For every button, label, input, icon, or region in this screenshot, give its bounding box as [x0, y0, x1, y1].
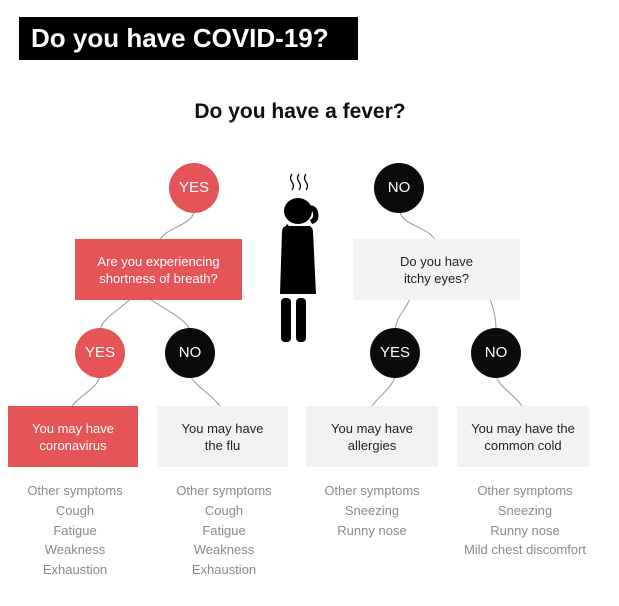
result-line: You may have the	[471, 420, 575, 436]
eyes-question-line: Do you have	[400, 253, 473, 269]
eyes-question-box	[353, 239, 520, 300]
connector-flu	[190, 376, 220, 406]
result-line: coronavirus	[39, 437, 107, 453]
symptom-item: Cough	[204, 503, 244, 518]
connector-breath-no	[150, 299, 190, 330]
result-line: You may have	[32, 420, 114, 436]
symptom-item: Weakness	[193, 542, 255, 557]
symptoms-header: Other symptoms	[477, 483, 573, 498]
eyes-yes-circle: YES	[370, 328, 420, 378]
result-box-flu	[157, 406, 288, 467]
symptoms-common-cold	[450, 483, 600, 560]
breath-question-line: shortness of breath?	[99, 270, 218, 286]
symptom-item: Mild chest discomfort	[463, 542, 587, 557]
page-title: Do you have COVID-19?	[19, 17, 358, 60]
result-line: allergies	[347, 437, 397, 453]
eyes-no-circle: NO	[471, 328, 521, 378]
result-line: You may have	[181, 420, 264, 436]
symptoms-header: Other symptoms	[27, 483, 123, 498]
connector-fever-no	[400, 212, 435, 240]
symptoms-allergies	[297, 483, 447, 540]
breath-no-circle: NO	[165, 328, 215, 378]
feverish-person-icon	[268, 168, 332, 355]
result-box-allergies	[306, 406, 438, 467]
symptom-item: Sneezing	[344, 503, 400, 518]
symptom-item: Runny nose	[337, 522, 407, 538]
result-line: common cold	[484, 437, 562, 453]
breath-yes-circle: YES	[75, 328, 125, 378]
symptom-item: Fatigue	[202, 522, 246, 538]
connector-allergies	[372, 376, 395, 406]
symptom-item: Cough	[55, 503, 95, 518]
fever-question: Do you have a fever?	[194, 100, 406, 123]
symptom-item: Fatigue	[53, 522, 97, 538]
symptom-item: Exhaustion	[191, 561, 257, 577]
eyes-question-line: itchy eyes?	[403, 270, 470, 286]
symptoms-flu	[149, 483, 299, 579]
symptom-item: Weakness	[44, 542, 106, 557]
breath-question-line: Are you experiencing	[97, 253, 220, 269]
connector-breath-yes	[100, 299, 130, 330]
symptoms-header: Other symptoms	[176, 483, 272, 498]
result-line: You may have	[331, 420, 413, 436]
symptoms-coronavirus	[0, 483, 150, 579]
connector-fever-yes	[160, 212, 194, 240]
result-box-coronavirus	[8, 406, 138, 467]
result-line: the flu	[204, 437, 241, 453]
symptom-item: Runny nose	[490, 522, 560, 538]
connector-eyes-no	[490, 299, 496, 330]
connector-cov	[72, 376, 100, 406]
result-box-common-cold	[457, 406, 589, 467]
breath-question-box	[75, 239, 242, 300]
symptom-item: Sneezing	[497, 503, 553, 518]
connector-eyes-yes	[395, 299, 410, 330]
fever-yes-circle: YES	[169, 163, 219, 213]
symptom-item: Exhaustion	[42, 561, 108, 577]
symptoms-header: Other symptoms	[324, 483, 420, 498]
connector-cold	[496, 376, 522, 406]
fever-no-circle: NO	[374, 163, 424, 213]
